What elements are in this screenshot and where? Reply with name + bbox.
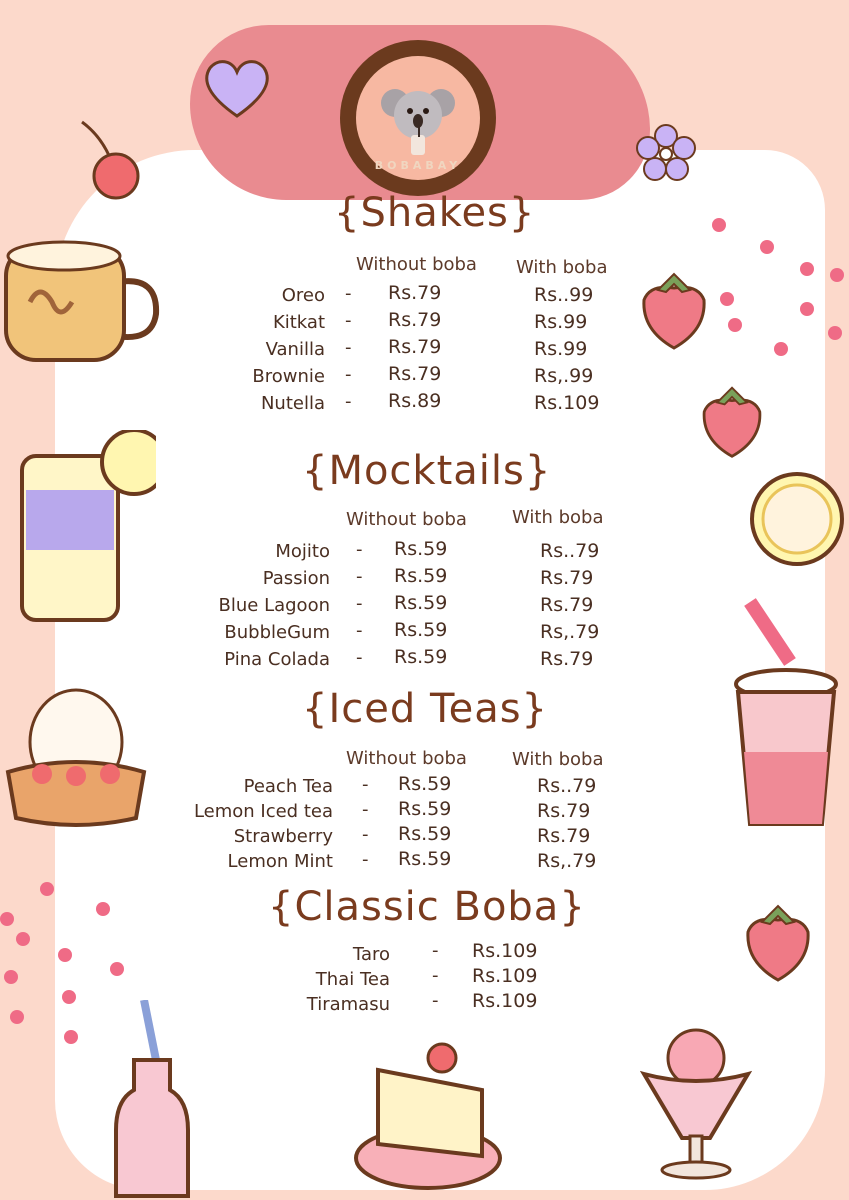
price-without-boba: Rs.59: [398, 823, 452, 845]
menu-item-name: Kitkat: [272, 312, 325, 333]
brand-name: BOBABAY: [374, 159, 462, 172]
column-header-without-boba: Without boba: [346, 748, 467, 769]
brand-logo: [340, 40, 496, 196]
decor-dot: [760, 240, 774, 254]
strawberry-icon: [740, 894, 816, 992]
menu-item-name: Nutella: [260, 393, 325, 414]
price-with-boba: Rs.79: [537, 800, 591, 822]
price-without-boba: Rs.79: [388, 336, 442, 358]
menu-item-dash: -: [356, 620, 363, 641]
menu-item-name: BubbleGum: [224, 622, 330, 643]
price-with-boba: Rs..99: [534, 284, 594, 306]
price-without-boba: Rs.59: [394, 538, 448, 560]
price-without-boba: Rs.79: [388, 309, 442, 331]
menu-item-name: Blue Lagoon: [218, 595, 330, 616]
menu-item-name: Passion: [262, 568, 330, 589]
price-without-boba: Rs.79: [388, 363, 442, 385]
price-with-boba: Rs.99: [534, 311, 588, 333]
price-with-boba: Rs,.99: [534, 365, 594, 387]
menu-item-dash: -: [432, 990, 439, 1011]
menu-item-name: Peach Tea: [243, 776, 333, 797]
menu-item-name: Oreo: [281, 285, 325, 306]
price-with-boba: Rs..79: [537, 775, 597, 797]
lemon-slice-icon: [748, 470, 846, 568]
decor-dot: [64, 1030, 78, 1044]
column-header-without-boba: Without boba: [356, 254, 477, 275]
decor-dot: [96, 902, 110, 916]
section-title-iced-teas: {Iced Teas}: [302, 686, 548, 732]
milk-bottle-icon: [112, 1000, 192, 1200]
menu-item-dash: -: [345, 364, 352, 385]
price-without-boba: Rs.79: [388, 282, 442, 304]
menu-item-dash: -: [432, 940, 439, 961]
price-without-boba: Rs.59: [394, 565, 448, 587]
sundae-icon: [640, 1018, 752, 1180]
decor-dot: [774, 342, 788, 356]
price-without-boba: Rs.59: [398, 848, 452, 870]
column-header-with-boba: With boba: [516, 257, 608, 278]
price-with-boba: Rs.79: [540, 594, 594, 616]
decor-dot: [16, 932, 30, 946]
price-with-boba: Rs.79: [537, 825, 591, 847]
price: Rs.109: [472, 990, 538, 1012]
boba-cup-icon: [730, 592, 842, 832]
strawberry-icon: [694, 384, 770, 460]
price-without-boba: Rs.59: [398, 798, 452, 820]
menu-item-dash: -: [362, 799, 369, 820]
column-header-with-boba: With boba: [512, 507, 604, 528]
menu-item-name: Pina Colada: [224, 649, 330, 670]
section-title-shakes: {Shakes}: [334, 190, 536, 236]
price-without-boba: Rs.59: [394, 646, 448, 668]
price-with-boba: Rs,.79: [537, 850, 597, 872]
menu-item-name: Mojito: [275, 541, 330, 562]
menu-item-name: Lemon Mint: [227, 851, 333, 872]
decor-dot: [830, 268, 844, 282]
decor-dot: [828, 326, 842, 340]
price-with-boba: Rs.79: [540, 567, 594, 589]
section-title-classic-boba: {Classic Boba}: [268, 884, 586, 930]
decor-dot: [728, 318, 742, 332]
menu-item-name: Brownie: [252, 366, 325, 387]
flower-icon: [636, 124, 696, 182]
section-title-mocktails: {Mocktails}: [302, 448, 552, 494]
decor-dot: [720, 292, 734, 306]
cherry-icon: [76, 118, 150, 202]
decor-dot: [0, 912, 14, 926]
decor-dot: [800, 262, 814, 276]
koala-icon: [373, 73, 463, 163]
decor-dot: [110, 962, 124, 976]
cake-slice-icon: [352, 1040, 504, 1192]
strawberry-icon: [636, 270, 712, 352]
menu-item-dash: -: [345, 391, 352, 412]
menu-item-dash: -: [432, 965, 439, 986]
tart-icon: [2, 672, 150, 828]
price-with-boba: Rs.99: [534, 338, 588, 360]
menu-item-dash: -: [345, 283, 352, 304]
column-header-with-boba: With boba: [512, 749, 604, 770]
menu-item-dash: -: [345, 310, 352, 331]
price-without-boba: Rs.59: [394, 619, 448, 641]
price-with-boba: Rs.109: [534, 392, 600, 414]
menu-item-dash: -: [362, 849, 369, 870]
decor-dot: [4, 970, 18, 984]
decor-dot: [40, 882, 54, 896]
decor-dot: [62, 990, 76, 1004]
price-without-boba: Rs.89: [388, 390, 442, 412]
menu-item-dash: -: [356, 566, 363, 587]
menu-item-name: Strawberry: [233, 826, 333, 847]
menu-item-name: Taro: [352, 944, 390, 965]
decor-dot: [712, 218, 726, 232]
menu-item-name: Tiramasu: [306, 994, 390, 1015]
menu-item-dash: -: [345, 337, 352, 358]
heart-icon: [198, 52, 276, 122]
menu-item-dash: -: [356, 647, 363, 668]
menu-item-name: Vanilla: [265, 339, 325, 360]
price: Rs.109: [472, 965, 538, 987]
price-without-boba: Rs.59: [394, 592, 448, 614]
decor-dot: [58, 948, 72, 962]
menu-item-dash: -: [356, 593, 363, 614]
price: Rs.109: [472, 940, 538, 962]
price-with-boba: Rs..79: [540, 540, 600, 562]
menu-item-name: Thai Tea: [315, 969, 390, 990]
price-with-boba: Rs,.79: [540, 621, 600, 643]
price-with-boba: Rs.79: [540, 648, 594, 670]
price-without-boba: Rs.59: [398, 773, 452, 795]
decor-dot: [10, 1010, 24, 1024]
menu-item-dash: -: [362, 824, 369, 845]
column-header-without-boba: Without boba: [346, 509, 467, 530]
menu-item-dash: -: [362, 774, 369, 795]
menu-item-name: Lemon Iced tea: [193, 801, 333, 822]
menu-item-dash: -: [356, 539, 363, 560]
decor-dot: [800, 302, 814, 316]
